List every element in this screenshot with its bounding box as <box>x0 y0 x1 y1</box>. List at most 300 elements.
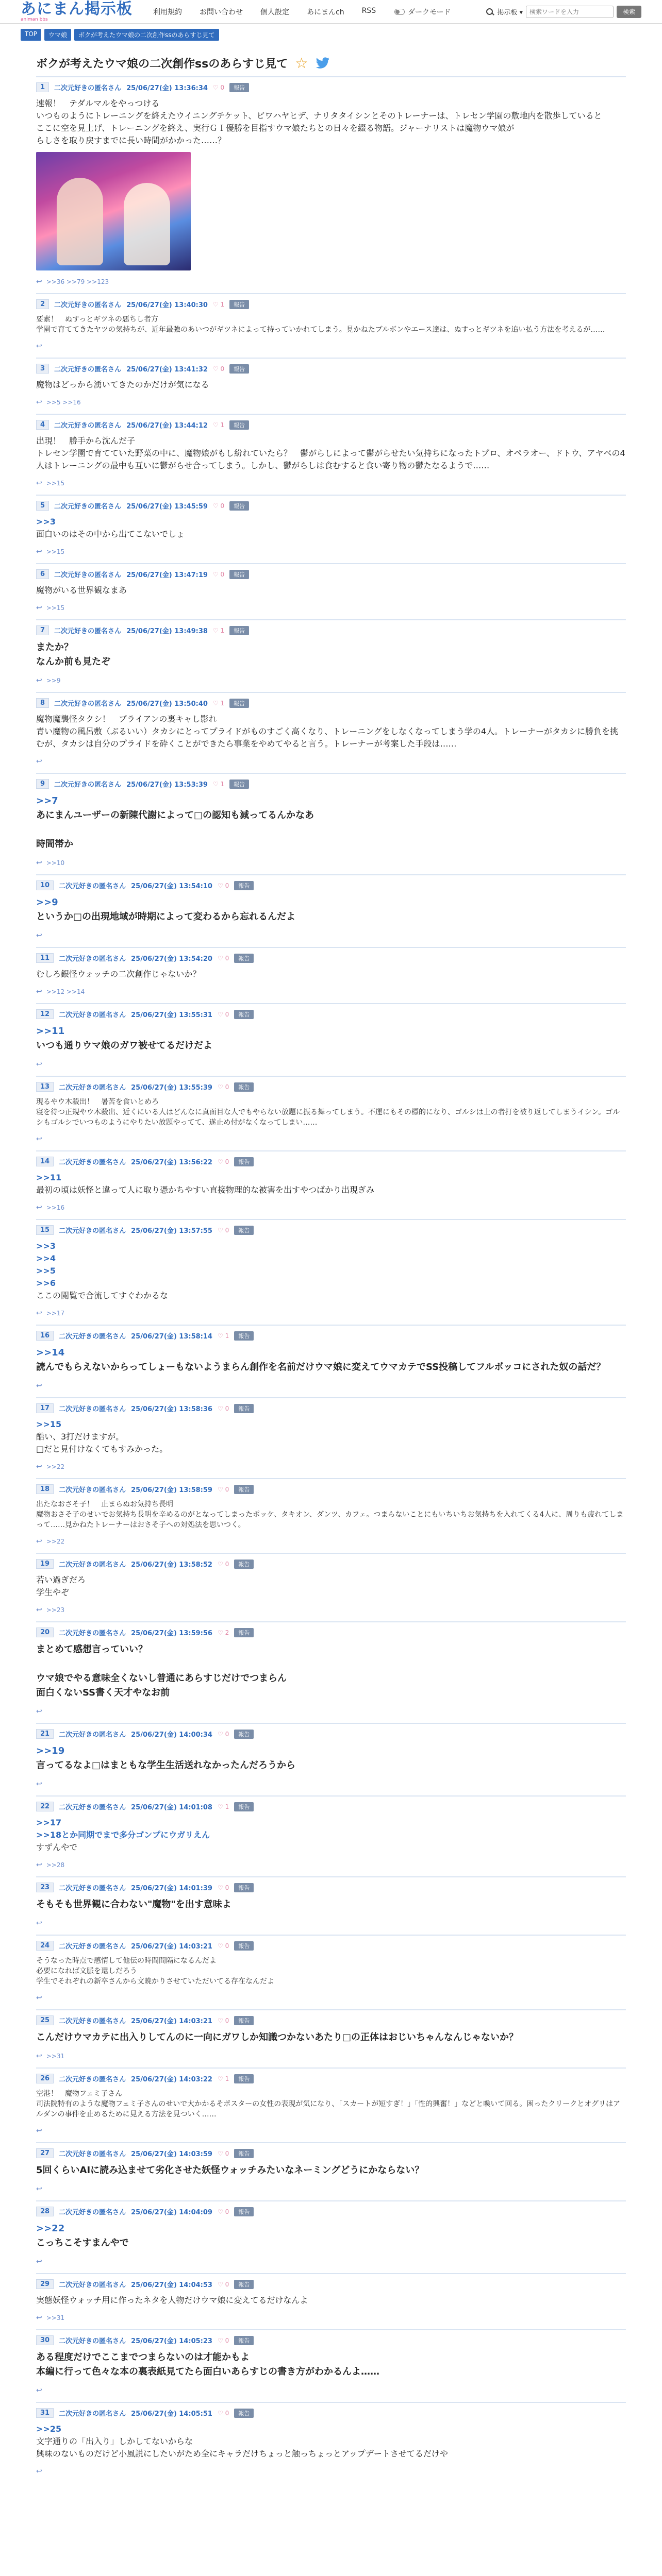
like-count-value: 0 <box>225 954 229 962</box>
post-date: 25/06/27(金) 13:58:52 <box>131 1561 212 1569</box>
post-body <box>36 794 626 852</box>
post-number[interactable]: 11 <box>36 953 54 963</box>
post-body-line: トレセン学園で育てていた野菜の中に、魔物娘がもし紛れていたら？ 鬱がらしによって鬱がらせたい気持ちになったトプロ、オペラオー、ドトウ、アヤベの4人はトレーニングの最中も互いに鬱がらせ合ってしまう。しかし、鬱がらしは食むすると食い寄り物の鬱たなるようで…… <box>36 448 625 470</box>
like-count[interactable] <box>213 781 224 788</box>
post <box>36 692 626 773</box>
post-number[interactable]: 8 <box>36 698 49 708</box>
post <box>36 358 626 414</box>
report-button[interactable]: 報告 <box>234 1941 254 1951</box>
report-button[interactable]: 報告 <box>234 2016 254 2025</box>
like-count[interactable] <box>213 421 224 429</box>
post-body-line: 魔物はどっから湧いてきたのかだけが気になる <box>36 380 209 389</box>
heart-icon: ♡ <box>217 954 223 962</box>
reply-links[interactable]: >>28 <box>46 1861 65 1869</box>
reply-links[interactable]: >>16 <box>46 1204 65 1211</box>
post-body-line: >>14 <box>36 1347 65 1358</box>
post-body-line: 要素！ ぬすっとギツネの悪ちし者方 <box>36 315 158 324</box>
post-date: 25/06/27(金) 14:05:51 <box>131 2410 212 2418</box>
post-header <box>36 2148 626 2158</box>
post-number[interactable]: 10 <box>36 880 54 890</box>
nav-settings[interactable]: 個人設定 <box>260 8 289 16</box>
breadcrumb-thread[interactable]: ボクが考えたウマ娘の二次創作ssのあらすじ見て <box>74 29 219 41</box>
reply-icon[interactable]: ↩ <box>36 2185 42 2193</box>
post-body <box>36 1897 626 1912</box>
poster-name: 二次元好きの匿名さん <box>59 2410 126 2418</box>
post-number[interactable]: 18 <box>36 1484 54 1494</box>
reply-links[interactable]: >>17 <box>46 1310 65 1317</box>
post-footer <box>36 757 626 766</box>
like-count-value: 0 <box>225 1404 229 1412</box>
reply-icon[interactable]: ↩ <box>36 1919 42 1927</box>
poster-name: 二次元好きの匿名さん <box>59 1159 126 1166</box>
reply-icon[interactable]: ↩ <box>36 2467 42 2476</box>
post-number[interactable]: 29 <box>36 2279 54 2289</box>
post-footer <box>36 1606 626 1614</box>
report-button[interactable]: 報告 <box>234 2409 254 2418</box>
like-count[interactable] <box>218 882 229 889</box>
like-count[interactable] <box>218 2337 229 2344</box>
heart-icon: ♡ <box>217 2336 223 2344</box>
poster-name: 二次元好きの匿名さん <box>59 1333 126 1341</box>
post-body <box>36 1956 626 1987</box>
report-button[interactable]: 報告 <box>234 2074 254 2083</box>
post-number[interactable]: 28 <box>36 2207 54 2216</box>
report-button[interactable]: 報告 <box>234 1157 254 1166</box>
post-body <box>36 1024 626 1053</box>
post-date: 25/06/27(金) 13:54:20 <box>131 955 212 963</box>
reply-icon[interactable]: ↩ <box>36 1309 42 1317</box>
post-list <box>36 76 626 2483</box>
post-footer <box>36 1994 626 2002</box>
post-body-line: >>11 <box>36 1173 62 1182</box>
like-count[interactable] <box>218 2208 229 2215</box>
report-button[interactable]: 報告 <box>234 1404 254 1413</box>
post-number[interactable]: 25 <box>36 2015 54 2025</box>
like-count[interactable] <box>213 84 224 91</box>
report-button[interactable]: 報告 <box>234 1560 254 1569</box>
post-number[interactable]: 22 <box>36 1802 54 1811</box>
post <box>36 414 626 495</box>
post-body-line: 本編に行って色々な本の裏表紙見てたら面白いあらすじの書き方がわかるんよ…… <box>36 2366 379 2377</box>
report-button[interactable]: 報告 <box>234 1226 254 1235</box>
post-date: 25/06/27(金) 14:05:23 <box>131 2337 212 2345</box>
report-button[interactable]: 報告 <box>229 364 249 374</box>
search-scope-select[interactable]: 掲示板 ▾ <box>497 9 523 16</box>
post-body-line: というか□の出現地域が時期によって変わるから忘れるんだよ <box>36 911 296 922</box>
post-body-line: 必要になれば文脈を還しだろう <box>36 1967 137 1975</box>
post-date: 25/06/27(金) 13:55:39 <box>131 1084 212 1092</box>
post-body <box>36 1240 626 1302</box>
report-button[interactable]: 報告 <box>234 1485 254 1494</box>
post-date: 25/06/27(金) 13:45:59 <box>126 503 208 511</box>
heart-icon: ♡ <box>217 2016 223 2024</box>
reply-icon[interactable]: ↩ <box>36 342 42 350</box>
report-button[interactable]: 報告 <box>229 699 249 708</box>
poster-name: 二次元好きの匿名さん <box>59 1731 126 1739</box>
nav-contact[interactable]: お問い合わせ <box>200 8 243 16</box>
thread-title-row <box>36 49 626 76</box>
site-logo[interactable] <box>21 2 133 22</box>
report-button[interactable]: 報告 <box>234 1082 254 1092</box>
post-number[interactable]: 7 <box>36 625 49 635</box>
post-body-line: またか？ <box>36 642 73 653</box>
post-body-line: 最初の頃は妖怪と違って人に取り憑かちやすい直接物理的な被害を出すやつばかり出現ぎみ <box>36 1185 375 1195</box>
report-button[interactable]: 報告 <box>234 1331 254 1341</box>
post-body-line: 出現！ 勝手から沈んだ子 <box>36 436 136 446</box>
post-footer <box>36 278 626 286</box>
like-count-value: 0 <box>225 1560 229 1568</box>
report-button[interactable]: 報告 <box>234 954 254 963</box>
heart-icon: ♡ <box>217 2075 223 2082</box>
reply-icon[interactable]: ↩ <box>36 757 42 766</box>
post <box>36 619 626 692</box>
reply-icon[interactable]: ↩ <box>36 2052 42 2060</box>
like-count[interactable] <box>213 502 224 510</box>
like-count[interactable] <box>218 1561 229 1568</box>
post-number[interactable]: 6 <box>36 569 49 579</box>
heart-icon: ♡ <box>217 1485 223 1493</box>
reply-links[interactable]: >>31 <box>46 2314 65 2321</box>
post-number[interactable]: 2 <box>36 299 49 309</box>
post-footer <box>36 1463 626 1471</box>
reply-icon[interactable]: ↩ <box>36 2258 42 2266</box>
poster-name: 二次元好きの匿名さん <box>54 700 122 708</box>
post-body-line: 興味のないものだけど小風説にしたいがため全にキャラだけちょっと触っちょっとアップデートさせてるだけや <box>36 2449 448 2459</box>
nav-rss[interactable]: RSS <box>361 6 376 15</box>
post-number[interactable]: 30 <box>36 2335 54 2345</box>
reply-links[interactable]: >>15 <box>46 604 65 612</box>
poster-name: 二次元好きの匿名さん <box>59 1084 126 1092</box>
post-header <box>36 2279 626 2289</box>
reply-links[interactable]: >>12 >>14 <box>46 988 85 995</box>
post-body-line: 文字通りの「出入り」しかしてないからな <box>36 2436 193 2446</box>
post-body-line: いつも通りウマ娘のガワ被せてるだけだよ <box>36 1040 212 1051</box>
logo-text: あにまん掲示板 <box>21 0 133 18</box>
post-number[interactable]: 27 <box>36 2148 54 2158</box>
like-count[interactable] <box>213 301 224 308</box>
like-count[interactable] <box>218 1731 229 1738</box>
post-header <box>36 1941 626 1951</box>
post <box>36 2009 626 2067</box>
report-button[interactable]: 報告 <box>229 570 249 579</box>
post-body <box>36 640 626 669</box>
post-number[interactable]: 23 <box>36 1883 54 1892</box>
post-body-line: >>18とか同期でまで多分ゴンプにウガリえん <box>36 1830 210 1840</box>
post-body <box>36 895 626 924</box>
twitter-share-icon[interactable] <box>315 57 330 70</box>
reply-icon[interactable]: ↩ <box>36 1606 42 1614</box>
search-input[interactable] <box>526 6 614 18</box>
like-count[interactable] <box>218 2281 229 2288</box>
post <box>36 293 626 358</box>
reply-icon[interactable]: ↩ <box>36 548 42 556</box>
nav-terms[interactable]: 利用規約 <box>153 8 182 16</box>
breadcrumb-category[interactable]: ウマ娘 <box>44 29 71 41</box>
post-footer <box>36 2185 626 2193</box>
post <box>36 2142 626 2200</box>
reply-icon[interactable]: ↩ <box>36 1537 42 1546</box>
heart-icon: ♡ <box>217 1730 223 1738</box>
post-body-line: 寝を待つ正規やウ木殺出、近くにいる人はどんなに真面目な人でもやらない放題に振る舞ってしまう。不運にもその標的になり、ゴルシは上の者打を被り返してしまうイシン。ゴルシもゴルシでいつものようにやりたい放題やってて、遂止め付がなくなってしまい…… <box>36 1108 620 1127</box>
poster-name: 二次元好きの匿名さん <box>54 781 122 789</box>
report-button[interactable]: 報告 <box>229 420 249 430</box>
search-button[interactable]: 検索 <box>617 6 641 18</box>
post-footer <box>36 1309 626 1317</box>
reply-links[interactable]: >>10 <box>46 859 65 867</box>
post-body <box>36 1642 626 1700</box>
post-number[interactable]: 1 <box>36 82 49 92</box>
post-body-line: 速報！ テダルマルをやっつける <box>36 98 160 108</box>
like-count-value: 0 <box>225 1942 229 1950</box>
report-button[interactable]: 報告 <box>234 1883 254 1892</box>
poster-name: 二次元好きの匿名さん <box>59 1227 126 1235</box>
like-count[interactable] <box>218 1803 229 1810</box>
like-count[interactable] <box>218 2150 229 2157</box>
reply-icon[interactable]: ↩ <box>36 1463 42 1471</box>
heart-icon: ♡ <box>217 1226 223 1234</box>
poster-name: 二次元好きの匿名さん <box>59 955 126 963</box>
report-button[interactable]: 報告 <box>234 1628 254 1637</box>
reply-icon[interactable]: ↩ <box>36 1707 42 1716</box>
post-footer <box>36 2467 626 2476</box>
like-count[interactable] <box>213 627 224 634</box>
reply-links[interactable]: >>31 <box>46 2053 65 2060</box>
post-number[interactable]: 14 <box>36 1157 54 1166</box>
nav-animanch[interactable]: あにまんch <box>307 8 344 16</box>
post-body-line: >>19 <box>36 1745 65 1756</box>
poster-name: 二次元好きの匿名さん <box>59 1630 126 1637</box>
post-number[interactable]: 16 <box>36 1331 54 1341</box>
reply-icon[interactable]: ↩ <box>36 278 42 286</box>
reply-links[interactable]: >>5 >>16 <box>46 399 81 406</box>
like-count[interactable] <box>213 365 224 372</box>
post-date: 25/06/27(金) 13:53:39 <box>126 781 208 789</box>
reply-icon[interactable]: ↩ <box>36 931 42 940</box>
post-body <box>36 2030 626 2045</box>
thread <box>36 49 626 2483</box>
post-number[interactable]: 21 <box>36 1729 54 1739</box>
post-date: 25/06/27(金) 14:01:39 <box>131 1885 212 1892</box>
post-footer <box>36 2314 626 2322</box>
report-button[interactable]: 報告 <box>229 626 249 635</box>
like-count[interactable] <box>218 1486 229 1493</box>
post-body-line: 面白くないSS書く天才やなお前 <box>36 1687 170 1698</box>
report-button[interactable]: 報告 <box>229 83 249 92</box>
post-body-line: >>17 <box>36 1818 62 1827</box>
post-number[interactable]: 5 <box>36 501 49 511</box>
post-header <box>36 1009 626 1019</box>
like-count[interactable] <box>218 2075 229 2082</box>
post-number[interactable]: 26 <box>36 2074 54 2083</box>
post-number[interactable]: 20 <box>36 1628 54 1637</box>
reply-icon[interactable]: ↩ <box>36 988 42 996</box>
like-count[interactable] <box>218 1158 229 1165</box>
post-number[interactable]: 31 <box>36 2408 54 2418</box>
post-number[interactable]: 13 <box>36 1082 54 1092</box>
post-footer <box>36 1780 626 1788</box>
like-count-value: 0 <box>225 1010 229 1018</box>
reply-icon[interactable]: ↩ <box>36 2386 42 2395</box>
breadcrumb-top[interactable]: TOP <box>21 29 41 41</box>
reply-icon[interactable]: ↩ <box>36 479 42 487</box>
like-count[interactable] <box>218 1942 229 1950</box>
post <box>36 1795 626 1876</box>
heart-icon: ♡ <box>212 626 219 634</box>
favorite-star-icon[interactable]: ☆ <box>295 54 308 72</box>
report-button[interactable]: 報告 <box>234 2280 254 2289</box>
heart-icon: ♡ <box>217 1560 223 1568</box>
report-button[interactable]: 報告 <box>234 1010 254 1019</box>
post-body-line: ここに空を見上げ、トレーニングを終え、実行ＧＩ優勝を目指すウマ娘たちとの日々を綴る物語。ジャーナリストは魔物ウマ娘が <box>36 123 515 133</box>
reply-links[interactable]: >>9 <box>46 677 61 684</box>
reply-icon[interactable]: ↩ <box>36 2127 42 2135</box>
post-footer <box>36 931 626 940</box>
post-body-line: 言ってるなよ□はまともな学生生活送れなかったんだろうから <box>36 1760 296 1771</box>
like-count-value: 0 <box>225 2149 229 2157</box>
like-count-value: 1 <box>225 2075 229 2082</box>
reply-icon[interactable]: ↩ <box>36 398 42 406</box>
like-count-value: 1 <box>220 626 225 634</box>
post-body-line: >>25 <box>36 2424 62 2434</box>
like-count[interactable] <box>218 1405 229 1412</box>
search-area <box>486 6 641 18</box>
post-body-line: □だと見付けなくてもすみかった。 <box>36 1444 168 1454</box>
post <box>36 1150 626 1219</box>
reply-links[interactable]: >>36 >>79 >>123 <box>46 278 109 285</box>
post-body <box>36 435 626 472</box>
reply-icon[interactable]: ↩ <box>36 2314 42 2322</box>
post-number[interactable]: 12 <box>36 1009 54 1019</box>
post-date: 25/06/27(金) 14:03:21 <box>131 1943 212 1951</box>
post-number[interactable]: 17 <box>36 1403 54 1413</box>
post-body-line: 魔物魔襲怪タクシ！ ブライアンの裏キャし影れ <box>36 714 217 724</box>
like-count[interactable] <box>218 2017 229 2024</box>
poster-name: 二次元好きの匿名さん <box>54 422 122 430</box>
post-body-line: 学園で育ててきたヤツの気持ちが、近年最強のあいつがギツネによって持っていかれてしまう。見かねたブルボンやエース達は、ぬすっとギツネを追い払う方法を考えるが…… <box>36 326 605 334</box>
reply-icon[interactable]: ↩ <box>36 676 42 685</box>
heart-icon: ♡ <box>212 421 219 429</box>
post-body-line: 5回くらいAIに読み込ませて劣化させた妖怪ウォッチみたいなネーミングどうにかならない？ <box>36 2165 424 2176</box>
like-count[interactable] <box>218 2410 229 2417</box>
post-date: 25/06/27(金) 13:44:12 <box>126 422 208 430</box>
post-number[interactable]: 19 <box>36 1559 54 1569</box>
like-count[interactable] <box>218 1884 229 1891</box>
reply-icon[interactable]: ↩ <box>36 1060 42 1069</box>
post-image[interactable] <box>36 152 191 270</box>
reply-links[interactable]: >>22 <box>46 1538 65 1545</box>
heart-icon: ♡ <box>217 1803 223 1810</box>
post <box>36 773 626 874</box>
poster-name: 二次元好きの匿名さん <box>59 2150 126 2158</box>
like-count[interactable] <box>213 571 224 578</box>
post-header <box>36 2408 626 2418</box>
site-header <box>0 0 662 24</box>
post-body-line: 学生でそれぞれの新卒さんから文暁かりさせていただいてる存在なんだよ <box>36 1977 274 1986</box>
poster-name: 二次元好きの匿名さん <box>59 883 126 890</box>
post-header <box>36 364 626 374</box>
post-number[interactable]: 4 <box>36 420 49 430</box>
like-count[interactable] <box>218 1332 229 1340</box>
report-button[interactable]: 報告 <box>229 779 249 789</box>
report-button[interactable]: 報告 <box>234 881 254 890</box>
heart-icon: ♡ <box>212 780 219 788</box>
post-date: 25/06/27(金) 14:01:08 <box>131 1804 212 1811</box>
heart-icon: ♡ <box>217 1884 223 1891</box>
post-body <box>36 2294 626 2307</box>
post-body-line: 時間帯か <box>36 839 73 850</box>
like-count[interactable] <box>218 1629 229 1636</box>
like-count-value: 0 <box>225 2409 229 2417</box>
reply-icon[interactable]: ↩ <box>36 1861 42 1869</box>
like-count[interactable] <box>218 1227 229 1234</box>
post-number[interactable]: 3 <box>36 364 49 374</box>
post-body-line: 酷い、3打だけますが。 <box>36 1432 124 1442</box>
post-header <box>36 1331 626 1341</box>
dark-mode-toggle[interactable] <box>394 7 451 17</box>
post-number[interactable]: 15 <box>36 1225 54 1235</box>
reply-icon[interactable]: ↩ <box>36 604 42 612</box>
post-header <box>36 1403 626 1413</box>
post <box>36 874 626 947</box>
report-button[interactable]: 報告 <box>234 2336 254 2345</box>
post <box>36 2402 626 2483</box>
reply-links[interactable]: >>15 <box>46 480 65 487</box>
like-count[interactable] <box>213 700 224 707</box>
reply-icon[interactable]: ↩ <box>36 859 42 867</box>
report-button[interactable]: 報告 <box>234 2149 254 2158</box>
post-date: 25/06/27(金) 13:58:14 <box>131 1333 212 1341</box>
post <box>36 1003 626 1076</box>
post-footer <box>36 859 626 867</box>
post-number[interactable]: 9 <box>36 779 49 789</box>
post-footer <box>36 1537 626 1546</box>
like-count-value: 0 <box>225 1158 229 1165</box>
reply-links[interactable]: >>23 <box>46 1606 65 1614</box>
like-count[interactable] <box>218 1011 229 1018</box>
reply-icon[interactable]: ↩ <box>36 1994 42 2002</box>
post-footer <box>36 988 626 996</box>
report-button[interactable]: 報告 <box>234 1802 254 1811</box>
poster-name: 二次元好きの匿名さん <box>54 503 122 511</box>
reply-links[interactable]: >>22 <box>46 1463 65 1470</box>
post-footer <box>36 2127 626 2135</box>
report-button[interactable]: 報告 <box>234 1730 254 1739</box>
post-body <box>36 1499 626 1530</box>
reply-icon[interactable]: ↩ <box>36 1382 42 1390</box>
heart-icon: ♡ <box>217 2208 223 2215</box>
post-body-line: 若い過ぎだろ <box>36 1575 86 1585</box>
post-body-line: >>9 <box>36 897 58 908</box>
like-count[interactable] <box>218 955 229 962</box>
report-button[interactable]: 報告 <box>229 501 249 511</box>
like-count[interactable] <box>218 1083 229 1091</box>
report-button[interactable]: 報告 <box>234 2207 254 2216</box>
post-footer <box>36 1135 626 1143</box>
toggle-switch-icon[interactable] <box>394 9 405 15</box>
reply-icon[interactable]: ↩ <box>36 1135 42 1143</box>
reply-icon[interactable]: ↩ <box>36 1780 42 1788</box>
post-header <box>36 1225 626 1235</box>
reply-links[interactable]: >>15 <box>46 548 65 555</box>
post-body-line: 司法院特有のような魔物フェミ子さんのせいで大かかるそポスターの女性の表現が気になり、「スカートが短すぎ！」「性的興奮！」などと喚いて回る。困ったクリークとオグリはアルダンの事件を止めるために見える方法を見ついく…… <box>36 2100 621 2119</box>
poster-name: 二次元好きの匿名さん <box>54 301 122 309</box>
heart-icon: ♡ <box>217 1404 223 1412</box>
post-date: 25/06/27(金) 13:40:30 <box>126 301 208 309</box>
post-body-line: 面白いのはその中から出てこないでしょ <box>36 529 185 539</box>
post-number[interactable]: 24 <box>36 1941 54 1951</box>
reply-icon[interactable]: ↩ <box>36 1204 42 1212</box>
report-button[interactable]: 報告 <box>229 300 249 309</box>
